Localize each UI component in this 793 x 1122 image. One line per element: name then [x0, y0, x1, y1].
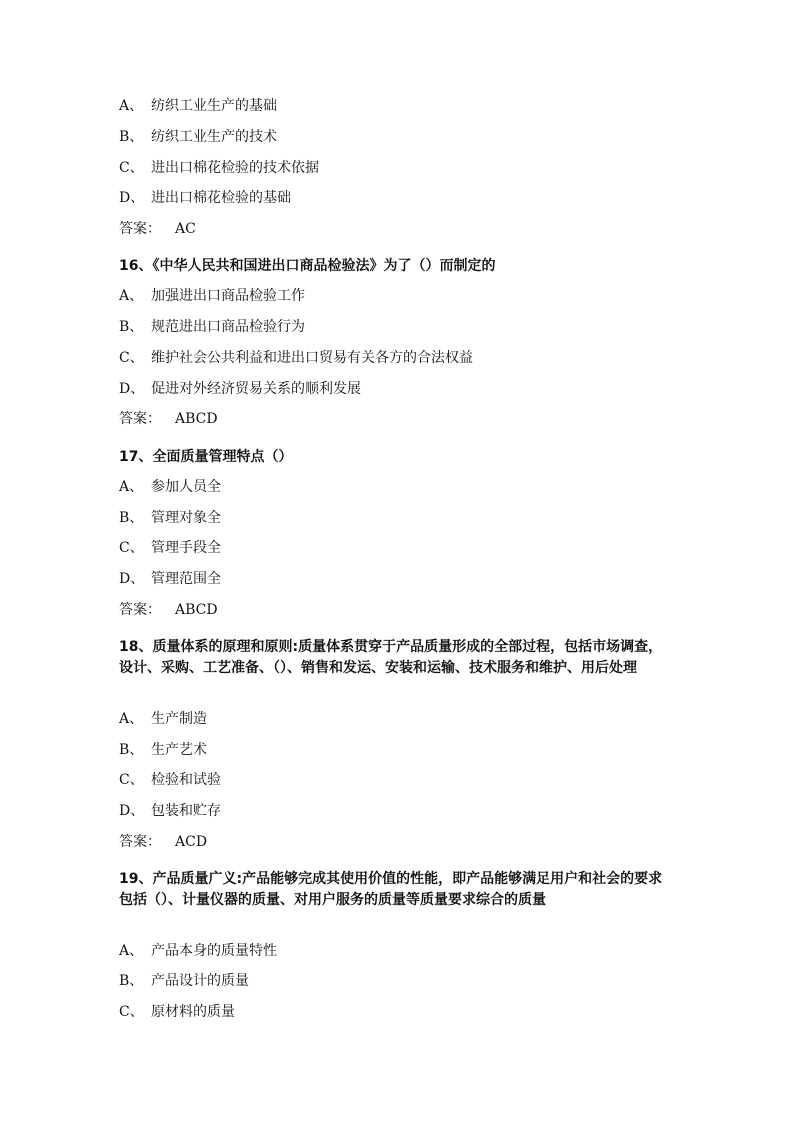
option-text: 参加人员全 — [151, 479, 221, 495]
option-letter: A、 — [119, 288, 144, 304]
option-letter: C、 — [119, 540, 144, 556]
option-text: 包装和贮存 — [151, 803, 221, 819]
answer-line — [119, 220, 196, 238]
answer-line — [119, 601, 218, 619]
answer-label: 答案： — [119, 602, 161, 618]
question-title: 17、全面质量管理特点（） — [119, 449, 293, 465]
option-c — [119, 771, 221, 789]
question-title: 16、《中华人民共和国进出口商品检验法》为了（）而制定的 — [119, 258, 496, 274]
option-text: 进出口棉花检验的技术依据 — [151, 160, 319, 176]
option-c — [119, 159, 319, 177]
question-title: 18、质量体系的原理和原则:质量体系贯穿于产品质量形成的全部过程，包括市场调查，设计、采购、工艺准备、（）、销售和发运、安装和运输、技术服务和维护、用后处理 — [119, 639, 663, 676]
option-letter: A、 — [119, 943, 144, 959]
option-a — [119, 97, 277, 115]
option-text: 纺织工业生产的技术 — [151, 129, 277, 145]
option-d — [119, 380, 361, 398]
option-text: 管理手段全 — [151, 540, 221, 556]
option-a — [119, 942, 277, 960]
option-letter: B、 — [119, 510, 144, 526]
option-d — [119, 802, 221, 820]
answer-value: ABCD — [175, 411, 218, 427]
answer-line — [119, 410, 218, 428]
option-letter: D、 — [119, 190, 145, 206]
option-b — [119, 128, 277, 146]
option-text: 检验和试验 — [151, 772, 221, 788]
option-b — [119, 509, 221, 527]
option-text: 原材料的质量 — [151, 1004, 235, 1020]
option-d — [119, 189, 291, 207]
option-letter: D、 — [119, 803, 145, 819]
option-letter: D、 — [119, 381, 145, 397]
option-d — [119, 570, 221, 588]
option-letter: A、 — [119, 479, 144, 495]
option-text: 产品设计的质量 — [151, 973, 249, 989]
option-letter: C、 — [119, 772, 144, 788]
option-text: 生产艺术 — [151, 742, 207, 758]
answer-label: 答案： — [119, 834, 161, 850]
option-letter: B、 — [119, 319, 144, 335]
option-text: 规范进出口商品检验行为 — [151, 319, 305, 335]
option-c — [119, 1003, 235, 1021]
option-text: 管理对象全 — [151, 510, 221, 526]
option-text: 促进对外经济贸易关系的顺利发展 — [151, 381, 361, 397]
option-text: 管理范围全 — [151, 571, 221, 587]
option-text: 加强进出口商品检验工作 — [151, 288, 305, 304]
option-b — [119, 972, 249, 990]
option-letter: B、 — [119, 973, 144, 989]
option-letter: C、 — [119, 160, 144, 176]
option-letter: A、 — [119, 711, 144, 727]
option-text: 纺织工业生产的基础 — [151, 98, 277, 114]
option-text: 生产制造 — [151, 711, 207, 727]
option-text: 进出口棉花检验的基础 — [151, 190, 291, 206]
option-text: 产品本身的质量特性 — [151, 943, 277, 959]
option-c — [119, 349, 473, 367]
option-a — [119, 478, 221, 496]
option-a — [119, 287, 305, 305]
answer-label: 答案： — [119, 411, 161, 427]
answer-value: AC — [175, 221, 196, 237]
option-letter: B、 — [119, 129, 144, 145]
question-title: 19、产品质量广义:产品能够完成其使用价值的性能，即产品能够满足用户和社会的要求包括（）、计量仪器的质量、对用户服务的质量等质量要求综合的质量 — [119, 871, 663, 908]
answer-value: ABCD — [175, 602, 218, 618]
option-letter: B、 — [119, 742, 144, 758]
answer-line — [119, 833, 207, 851]
option-text: 维护社会公共利益和进出口贸易有关各方的合法权益 — [151, 350, 473, 366]
option-b — [119, 318, 305, 336]
answer-label: 答案： — [119, 221, 161, 237]
option-letter: C、 — [119, 350, 144, 366]
option-a — [119, 710, 207, 728]
answer-value: ACD — [175, 834, 208, 850]
option-letter: C、 — [119, 1004, 144, 1020]
option-b — [119, 741, 207, 759]
option-c — [119, 539, 221, 557]
option-letter: A、 — [119, 98, 144, 114]
option-letter: D、 — [119, 571, 145, 587]
